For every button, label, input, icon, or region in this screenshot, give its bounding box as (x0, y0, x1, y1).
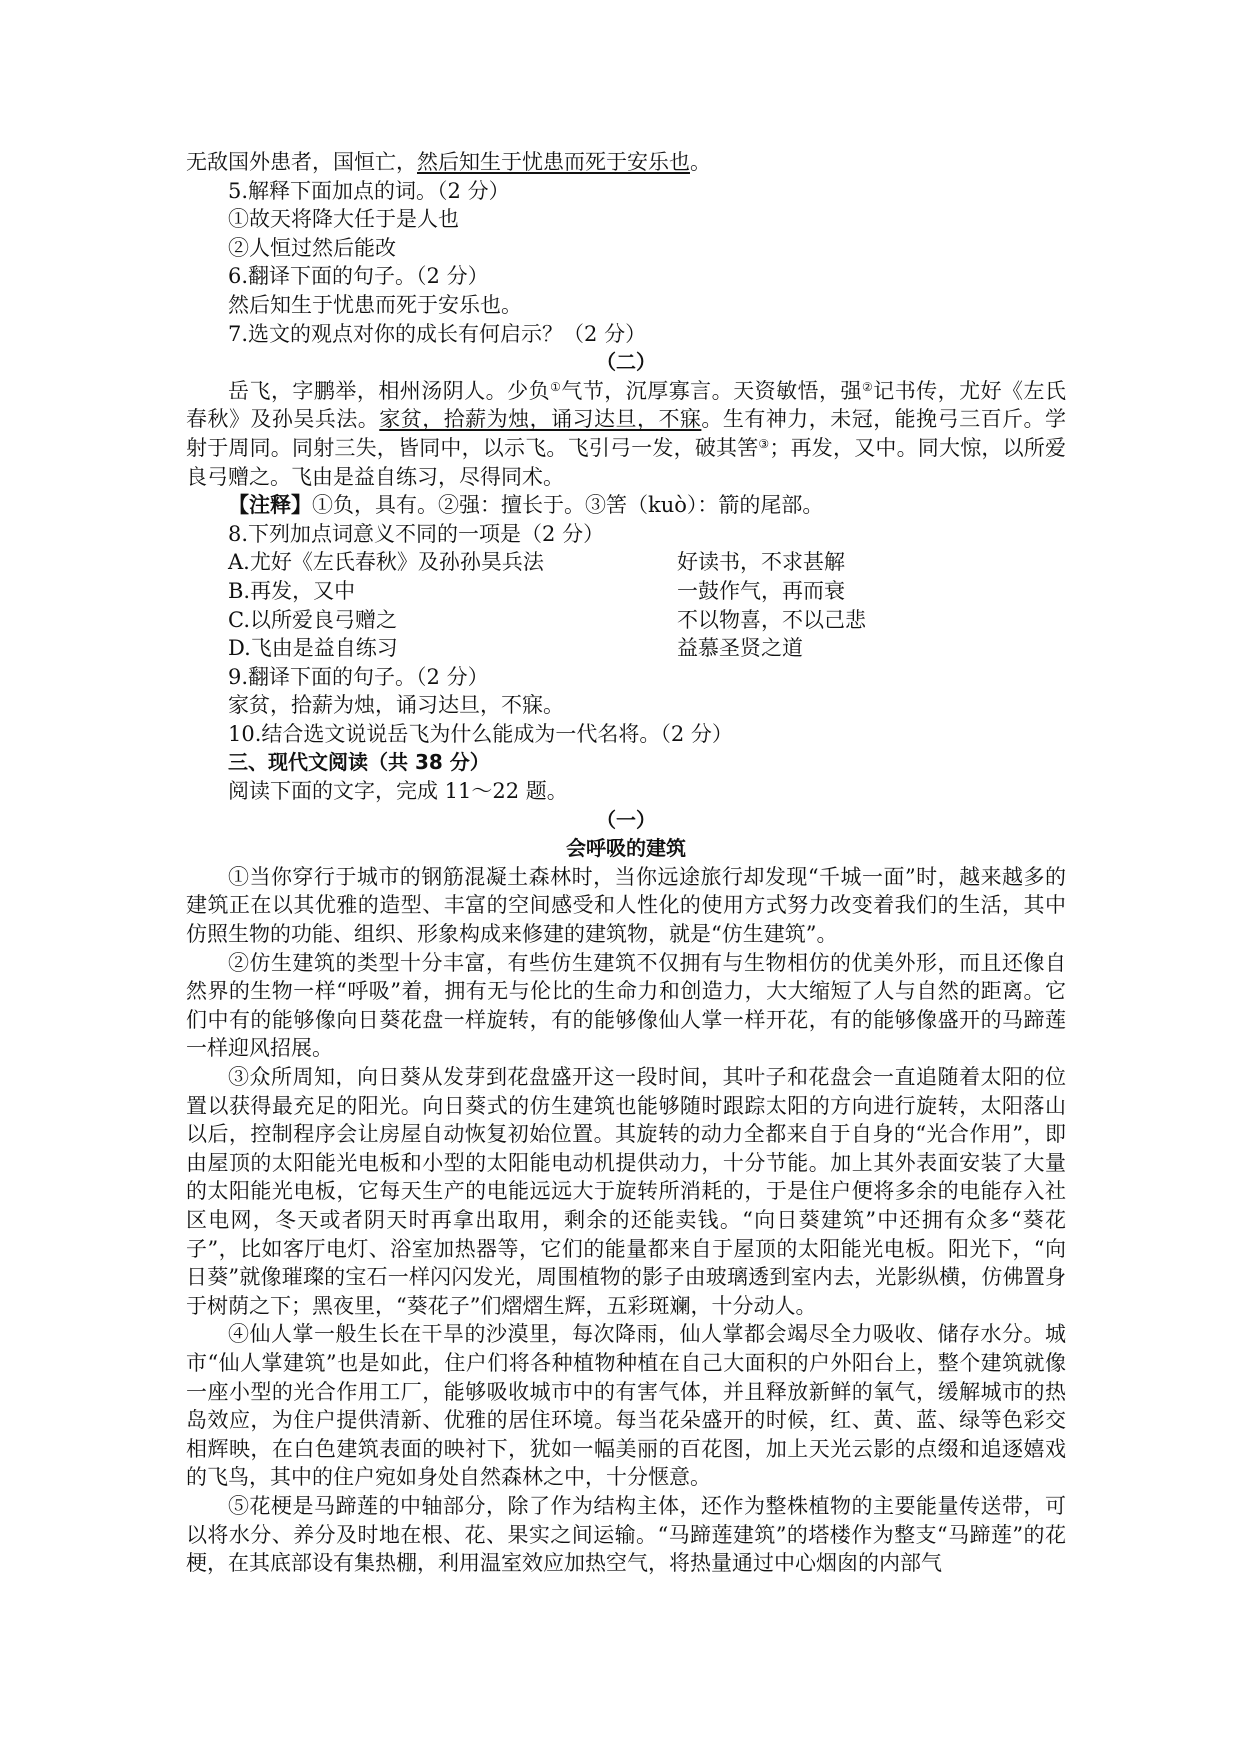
question-6: 6.翻译下面的句子。（2 分） (228, 264, 489, 289)
article-title: 会呼吸的建筑 (566, 836, 686, 861)
article-paragraph-2: ②仿生建筑的类型十分丰富，有些仿生建筑不仅拥有与生物相仿的优美外形，而且还像自然界的生物一样“呼吸”着，拥有无与伦比的生命力和创造力，大大缩短了人与自然的距离。它们中有的能够像向日葵花盘一样旋转，有的能够像仙人掌一样开花，有的能够像盛开的马蹄莲一样迎风招展。 (186, 950, 1066, 1061)
article-paragraph-1: ①当你穿行于城市的钢筋混凝土森林时，当你远途旅行却发现“千城一面”时，越来越多的建筑正在以其优雅的造型、丰富的空间感受和人性化的使用方式努力改变着我们的生活，其中仿照生物的功能、组织、形象构成来修建的建筑物，就是“仿生建筑”。 (186, 864, 1066, 947)
question-8: 8.下列加点词意义不同的一项是（2 分） (228, 521, 605, 546)
option-right: 益慕圣贤之道 (677, 636, 803, 661)
footnote-marker: ① (550, 379, 562, 394)
option-row (186, 634, 1066, 663)
option-row (186, 577, 1066, 606)
question-7: 7.选文的观点对你的成长有何启示？（2 分） (228, 321, 647, 346)
article-paragraph-3: ③众所周知，向日葵从发芽到花盘盛开这一段时间，其叶子和花盘会一直追随着太阳的位置以获得最充足的阳光。向日葵式的仿生建筑也能够随时跟踪太阳的方向进行旋转，太阳落山以后，控制程序会让房屋自动恢复初始位置。其旋转的动力全都来自于自身的“光合作用”，即由屋顶的太阳能光电板和小型的太阳能电动机提供动力，十分节能。加上其外表面安装了大量的太阳能光电板，它每天生产的电能远远大于旋转所消耗的，于是住户便将多余的电能存入社区电网，冬天或者阴天时再拿出取用，剩余的还能卖钱。“向日葵建筑”中还拥有众多“葵花子”，比如客厅电灯、浴室加热器等，它们的能量都来自于屋顶的太阳能光电板。阳光下，“向日葵”就像璀璨的宝石一样闪闪发光，周围植物的影子由玻璃透到室内去，光影纵横，仿佛置身于树荫之下；黑夜里，“葵花子”们熠熠生辉，五彩斑斓，十分动人。 (186, 1065, 1066, 1318)
footnote-marker: ② (861, 379, 874, 394)
option-left: D.飞由是益自练习 (228, 636, 398, 661)
question-9-sentence: 家贫，拾薪为烛，诵习达旦，不寐。 (228, 693, 564, 718)
annotation-label: 【注释】 (228, 493, 312, 518)
underlined-sentence: 然后知生于忧患而死于安乐也 (417, 150, 690, 174)
footnote-marker: ③ (758, 436, 770, 451)
text-segment: 无敌国外患者，国恒亡， (186, 150, 417, 174)
passage-text: ；再发，又中。同大惊，以所爱良弓赠之。飞由是益自练习，尽得同术。 (186, 435, 1067, 489)
section-heading: （二） (596, 350, 656, 375)
option-right: 好读书，不求甚解 (677, 550, 845, 575)
article-paragraph-4: ④仙人掌一般生长在干旱的沙漠里，每次降雨，仙人掌都会竭尽全力吸收、储存水分。城市“仙人掌建筑”也是如此，住户们将各种植物种植在自己大面积的户外阳台上，整个建筑就像一座小型的光合作用工厂，能够吸收城市中的有害气体，并且释放新鲜的氧气，缓解城市的热岛效应，为住户提供清新、优雅的居住环境。每当花朵盛开的时候，红、黄、蓝、绿等色彩交相辉映，在白色建筑表面的映衬下，犹如一幅美丽的百花图，加上天光云影的点缀和追逐嬉戏的飞鸟，其中的住户宛如身处自然森林之中，十分惬意。 (186, 1322, 1066, 1490)
option-right: 不以物喜，不以己悲 (677, 607, 866, 632)
classical-passage (186, 377, 1066, 491)
passage-text: 。生有神力，未冠，能挽弓三百斤。学射于周同。同射三失，皆同中，以示飞。飞引弓一发，破其筈 (186, 407, 1067, 460)
question-5: 5.解释下面加点的词。（2 分） (228, 178, 510, 203)
text-line (186, 148, 1066, 177)
annotation-text: ①负，具有。②强：擅长于。③筈（kuò）：箭的尾部。 (312, 493, 824, 518)
passage-text: 记书传，尤好《左氏春秋》及孙吴兵法。 (186, 378, 1067, 432)
question-9: 9.翻译下面的句子。（2 分） (228, 664, 489, 689)
section-3-heading: 三、现代文阅读（共 38 分） (228, 750, 490, 775)
text-segment: 。 (690, 150, 711, 174)
question-6-sentence: 然后知生于忧患而死于安乐也。 (228, 292, 522, 317)
annotation (186, 491, 1066, 520)
question-5-item-1: ①故天将降大任于是人也 (228, 207, 459, 232)
option-right: 一鼓作气，再而衰 (677, 578, 845, 603)
option-left: C.以所爱良弓赠之 (228, 607, 397, 632)
question-5-item-2: ②人恒过然后能改 (228, 235, 396, 260)
article-paragraph-5: ⑤花梗是马蹄莲的中轴部分，除了作为结构主体，还作为整株植物的主要能量传送带，可以将水分、养分及时地在根、花、果实之间运输。“马蹄莲建筑”的塔楼作为整支“马蹄莲”的花梗，在其底部设有集热棚，利用温室效应加热空气，将热量通过中心烟囱的内部气 (186, 1493, 1066, 1576)
underlined-sentence: 家贫，拾薪为烛，诵习达旦，不寐 (379, 407, 702, 432)
question-10: 10.结合选文说说岳飞为什么能成为一代名将。（2 分） (228, 721, 733, 746)
option-left: B.再发，又中 (228, 578, 356, 603)
page-content (186, 148, 1066, 1578)
option-row (186, 606, 1066, 635)
reading-instruction: 阅读下面的文字，完成 11～22 题。 (228, 779, 568, 804)
option-row (186, 548, 1066, 577)
option-left: A.尤好《左氏春秋》及孙孙昊兵法 (228, 550, 544, 575)
passage-text: 气节，沉厚寡言。天资敏悟，强 (561, 378, 862, 403)
part-label: （一） (596, 807, 656, 832)
passage-text: 岳飞，字鹏举，相州汤阴人。少负 (228, 378, 551, 403)
